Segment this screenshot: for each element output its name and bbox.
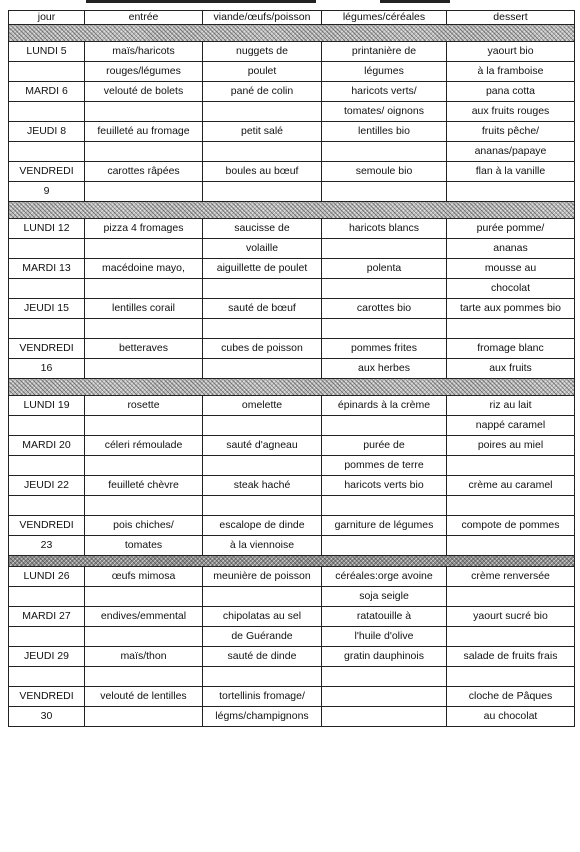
day-cell: MARDI 20: [9, 436, 85, 456]
table-row: [9, 122, 575, 142]
dessert-cell: riz au lait: [447, 396, 575, 416]
entree-cell: velouté de bolets: [85, 82, 203, 102]
table-row: [9, 339, 575, 359]
viande-cell: [203, 496, 322, 516]
table-row: [9, 279, 575, 299]
legumes-cell: haricots blancs: [322, 219, 447, 239]
dessert-cell: purée pomme/: [447, 219, 575, 239]
table-row: [9, 707, 575, 727]
day-cell: LUNDI 26: [9, 567, 85, 587]
day-cell: MARDI 13: [9, 259, 85, 279]
table-row: [9, 647, 575, 667]
entree-cell: [85, 496, 203, 516]
legumes-cell: gratin dauphinois: [322, 647, 447, 667]
legumes-cell: garniture de légumes: [322, 516, 447, 536]
day-cell: LUNDI 19: [9, 396, 85, 416]
entree-cell: [85, 359, 203, 379]
legumes-cell: [322, 667, 447, 687]
day-cell: [9, 102, 85, 122]
legumes-cell: pommes frites: [322, 339, 447, 359]
table-row: [9, 219, 575, 239]
entree-cell: [85, 587, 203, 607]
header-row: [9, 11, 575, 25]
header-entree: entrée: [85, 11, 203, 25]
day-cell: [9, 319, 85, 339]
viande-cell: [203, 142, 322, 162]
viande-cell: de Guérande: [203, 627, 322, 647]
day-cell: 30: [9, 707, 85, 727]
viande-cell: [203, 279, 322, 299]
week-separator-fill: [9, 556, 575, 567]
entree-cell: [85, 239, 203, 259]
legumes-cell: l'huile d'olive: [322, 627, 447, 647]
dessert-cell: [447, 667, 575, 687]
entree-cell: lentilles corail: [85, 299, 203, 319]
day-cell: [9, 142, 85, 162]
day-cell: LUNDI 12: [9, 219, 85, 239]
viande-cell: volaille: [203, 239, 322, 259]
day-cell: [9, 667, 85, 687]
viande-cell: à la viennoise: [203, 536, 322, 556]
entree-cell: [85, 319, 203, 339]
dessert-cell: [447, 587, 575, 607]
entree-cell: feuilleté chèvre: [85, 476, 203, 496]
table-row: [9, 456, 575, 476]
dessert-cell: pana cotta: [447, 82, 575, 102]
entree-cell: [85, 627, 203, 647]
dessert-cell: poires au miel: [447, 436, 575, 456]
dessert-cell: aux fruits rouges: [447, 102, 575, 122]
dessert-cell: mousse au: [447, 259, 575, 279]
dessert-cell: [447, 496, 575, 516]
table-row: [9, 687, 575, 707]
viande-cell: omelette: [203, 396, 322, 416]
day-cell: 23: [9, 536, 85, 556]
entree-cell: [85, 182, 203, 202]
dessert-cell: yaourt bio: [447, 42, 575, 62]
viande-cell: [203, 102, 322, 122]
legumes-cell: haricots verts bio: [322, 476, 447, 496]
legumes-cell: semoule bio: [322, 162, 447, 182]
table-row: [9, 239, 575, 259]
legumes-cell: [322, 416, 447, 436]
day-cell: JEUDI 22: [9, 476, 85, 496]
top-rule: [86, 0, 316, 3]
viande-cell: nuggets de: [203, 42, 322, 62]
dessert-cell: au chocolat: [447, 707, 575, 727]
table-row: [9, 496, 575, 516]
viande-cell: [203, 182, 322, 202]
legumes-cell: soja seigle: [322, 587, 447, 607]
week-separator: [9, 379, 575, 396]
day-cell: JEUDI 29: [9, 647, 85, 667]
week-separator: [9, 25, 575, 42]
entree-cell: [85, 456, 203, 476]
entree-cell: betteraves: [85, 339, 203, 359]
day-cell: VENDREDI: [9, 162, 85, 182]
viande-cell: escalope de dinde: [203, 516, 322, 536]
menu-body: [9, 25, 575, 727]
day-cell: [9, 239, 85, 259]
dessert-cell: tarte aux pommes bio: [447, 299, 575, 319]
viande-cell: steak haché: [203, 476, 322, 496]
table-row: [9, 162, 575, 182]
table-row: [9, 102, 575, 122]
dessert-cell: crème renversée: [447, 567, 575, 587]
dessert-cell: salade de fruits frais: [447, 647, 575, 667]
legumes-cell: lentilles bio: [322, 122, 447, 142]
dessert-cell: à la framboise: [447, 62, 575, 82]
day-cell: VENDREDI: [9, 687, 85, 707]
dessert-cell: [447, 536, 575, 556]
dessert-cell: fruits pêche/: [447, 122, 575, 142]
table-row: [9, 42, 575, 62]
entree-cell: endives/emmental: [85, 607, 203, 627]
header-dessert: dessert: [447, 11, 575, 25]
day-cell: [9, 416, 85, 436]
viande-cell: [203, 456, 322, 476]
day-cell: [9, 627, 85, 647]
table-row: [9, 259, 575, 279]
viande-cell: cubes de poisson: [203, 339, 322, 359]
table-row: [9, 396, 575, 416]
entree-cell: pois chiches/: [85, 516, 203, 536]
entree-cell: rosette: [85, 396, 203, 416]
viande-cell: [203, 359, 322, 379]
entree-cell: [85, 102, 203, 122]
legumes-cell: [322, 496, 447, 516]
entree-cell: œufs mimosa: [85, 567, 203, 587]
entree-cell: [85, 279, 203, 299]
dessert-cell: crème au caramel: [447, 476, 575, 496]
table-row: [9, 182, 575, 202]
legumes-cell: tomates/ oignons: [322, 102, 447, 122]
legumes-cell: carottes bio: [322, 299, 447, 319]
week-separator-fill: [9, 25, 575, 42]
entree-cell: céleri rémoulade: [85, 436, 203, 456]
entree-cell: feuilleté au fromage: [85, 122, 203, 142]
entree-cell: velouté de lentilles: [85, 687, 203, 707]
table-row: [9, 627, 575, 647]
day-cell: MARDI 27: [9, 607, 85, 627]
entree-cell: maïs/thon: [85, 647, 203, 667]
entree-cell: [85, 707, 203, 727]
menu-table: [8, 10, 575, 727]
viande-cell: légms/champignons: [203, 707, 322, 727]
table-row: [9, 82, 575, 102]
legumes-cell: haricots verts/: [322, 82, 447, 102]
dessert-cell: [447, 319, 575, 339]
table-row: [9, 142, 575, 162]
dessert-cell: compote de pommes: [447, 516, 575, 536]
week-separator: [9, 202, 575, 219]
legumes-cell: printanière de: [322, 42, 447, 62]
dessert-cell: nappé caramel: [447, 416, 575, 436]
day-cell: [9, 587, 85, 607]
viande-cell: pané de colin: [203, 82, 322, 102]
legumes-cell: aux herbes: [322, 359, 447, 379]
viande-cell: petit salé: [203, 122, 322, 142]
legumes-cell: légumes: [322, 62, 447, 82]
entree-cell: [85, 667, 203, 687]
dessert-cell: [447, 456, 575, 476]
table-row: [9, 516, 575, 536]
day-cell: JEUDI 15: [9, 299, 85, 319]
legumes-cell: [322, 707, 447, 727]
day-cell: 9: [9, 182, 85, 202]
legumes-cell: [322, 319, 447, 339]
week-separator-fill: [9, 202, 575, 219]
table-row: [9, 667, 575, 687]
table-row: [9, 476, 575, 496]
day-cell: [9, 496, 85, 516]
entree-cell: tomates: [85, 536, 203, 556]
viande-cell: sauté d'agneau: [203, 436, 322, 456]
entree-cell: macédoine mayo,: [85, 259, 203, 279]
entree-cell: pizza 4 fromages: [85, 219, 203, 239]
viande-cell: poulet: [203, 62, 322, 82]
viande-cell: tortellinis fromage/: [203, 687, 322, 707]
legumes-cell: [322, 536, 447, 556]
legumes-cell: ratatouille à: [322, 607, 447, 627]
viande-cell: [203, 319, 322, 339]
day-cell: [9, 456, 85, 476]
header-jour: jour: [9, 11, 85, 25]
table-row: [9, 607, 575, 627]
day-cell: VENDREDI: [9, 339, 85, 359]
viande-cell: [203, 416, 322, 436]
viande-cell: [203, 587, 322, 607]
dessert-cell: aux fruits: [447, 359, 575, 379]
top-rule: [380, 0, 450, 3]
viande-cell: saucisse de: [203, 219, 322, 239]
table-row: [9, 62, 575, 82]
legumes-cell: purée de: [322, 436, 447, 456]
dessert-cell: fromage blanc: [447, 339, 575, 359]
legumes-cell: épinards à la crème: [322, 396, 447, 416]
legumes-cell: céréales:orge avoine: [322, 567, 447, 587]
day-cell: [9, 62, 85, 82]
legumes-cell: [322, 239, 447, 259]
table-row: [9, 416, 575, 436]
legumes-cell: polenta: [322, 259, 447, 279]
legumes-cell: [322, 279, 447, 299]
day-cell: VENDREDI: [9, 516, 85, 536]
dessert-cell: [447, 627, 575, 647]
day-cell: JEUDI 8: [9, 122, 85, 142]
table-row: [9, 359, 575, 379]
dessert-cell: flan à la vanille: [447, 162, 575, 182]
entree-cell: maïs/haricots: [85, 42, 203, 62]
legumes-cell: [322, 687, 447, 707]
dessert-cell: [447, 182, 575, 202]
entree-cell: [85, 142, 203, 162]
dessert-cell: chocolat: [447, 279, 575, 299]
legumes-cell: [322, 182, 447, 202]
legumes-cell: [322, 142, 447, 162]
viande-cell: boules au bœuf: [203, 162, 322, 182]
header-viande: viande/œufs/poisson: [203, 11, 322, 25]
day-cell: MARDI 6: [9, 82, 85, 102]
legumes-cell: pommes de terre: [322, 456, 447, 476]
entree-cell: [85, 416, 203, 436]
table-row: [9, 536, 575, 556]
viande-cell: [203, 667, 322, 687]
viande-cell: sauté de bœuf: [203, 299, 322, 319]
viande-cell: aiguillette de poulet: [203, 259, 322, 279]
viande-cell: meunière de poisson: [203, 567, 322, 587]
table-row: [9, 299, 575, 319]
week-separator: [9, 556, 575, 567]
day-cell: 16: [9, 359, 85, 379]
entree-cell: rouges/légumes: [85, 62, 203, 82]
table-row: [9, 319, 575, 339]
day-cell: [9, 279, 85, 299]
dessert-cell: yaourt sucré bio: [447, 607, 575, 627]
week-separator-fill: [9, 379, 575, 396]
viande-cell: chipolatas au sel: [203, 607, 322, 627]
dessert-cell: ananas: [447, 239, 575, 259]
table-row: [9, 567, 575, 587]
dessert-cell: ananas/papaye: [447, 142, 575, 162]
table-row: [9, 587, 575, 607]
viande-cell: sauté de dinde: [203, 647, 322, 667]
day-cell: LUNDI 5: [9, 42, 85, 62]
header-legumes: légumes/céréales: [322, 11, 447, 25]
entree-cell: carottes râpées: [85, 162, 203, 182]
dessert-cell: cloche de Pâques: [447, 687, 575, 707]
table-row: [9, 436, 575, 456]
